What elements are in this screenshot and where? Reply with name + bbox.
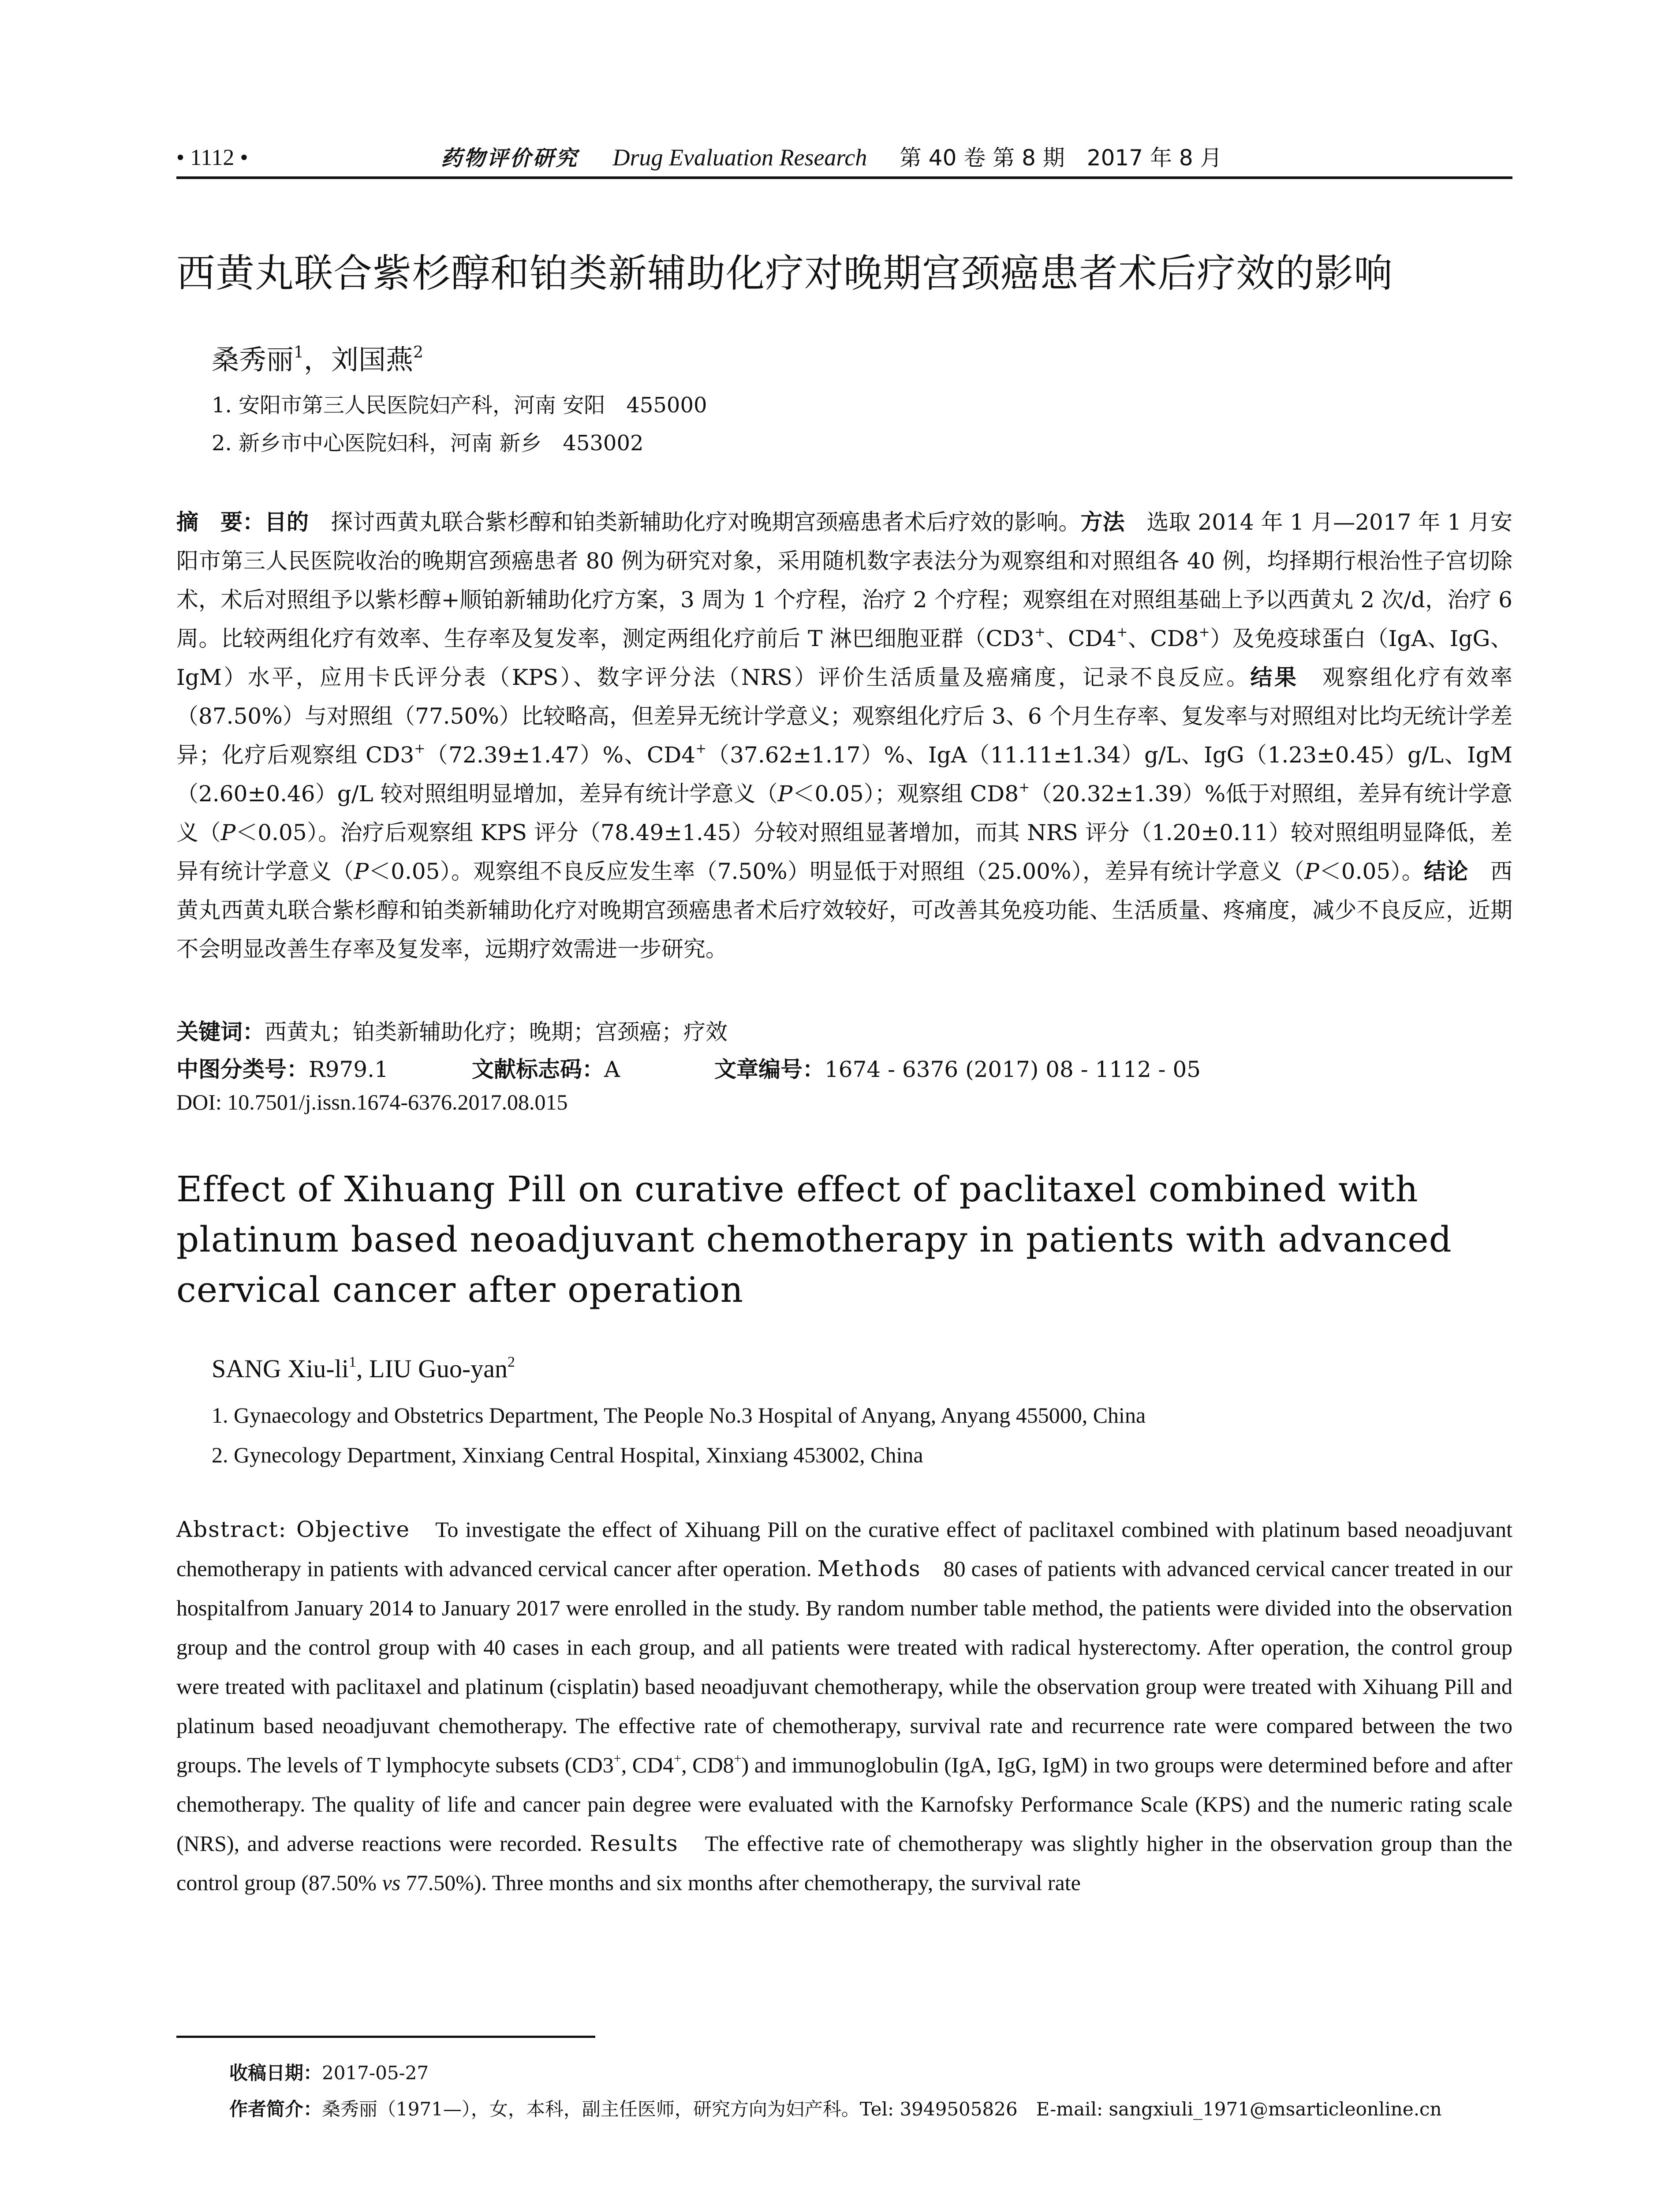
en-methods-text: 80 cases of patients with advanced cervical cancer treated in our hospitalfrom January 2014 to January 2017 were enrolled in the study. By random number table method, the patients were divided into the observation group and the control group with 40 cases in each group, and all patients were treated with radical hysterectomy. After operation, the control group were treated with paclitaxel and platinum (cisplatin) based neoadjuvant chemotherapy, while the observation group were treated with Xihuang Pill and platinum based neoadjuvant chemotherapy. The effective rate of chemotherapy, survival rate and recurrence rate were compared between the two groups. The levels of T lymphocyte subsets (CD3 (176, 1556, 1513, 1777)
cn-affiliation-1: 1. 安阳市第三人民医院妇产科，河南 安阳 455000 (212, 393, 707, 418)
cn-methods-text: ）及免疫球蛋白（IgA、IgG、IgM）水平，应用卡氏评分表（KPS）、数字评分法（NRS）评价生活质量及癌痛度，记录不良反应。 (176, 626, 1512, 690)
cn-author-sep: ， (303, 344, 331, 376)
cn-methods-label: 方法 (1080, 509, 1125, 535)
superscript-plus: + (674, 1751, 682, 1766)
superscript-plus: + (414, 741, 426, 756)
journal-name-cn: 药物评价研究 (441, 146, 579, 171)
doc-code-label: 文献标志码： (472, 1057, 604, 1082)
cn-author-2: 刘国燕 (331, 344, 413, 376)
cn-results-text: ＜0.05）；观察组 CD8 (792, 781, 1019, 807)
author-info-text: 桑秀丽（1971—），女，本科，副主任医师，研究方向为妇产科。Tel: 3949505826 E-mail: sangxiuli_1971@msarticleonline.cn (322, 2098, 1442, 2120)
header-rule (176, 176, 1512, 179)
cn-methods-text: 、CD4 (1045, 626, 1117, 651)
cn-author-1: 桑秀丽 (212, 344, 294, 376)
en-author-sep: , (356, 1354, 369, 1383)
received-date: 2017-05-27 (322, 2062, 429, 2084)
en-authors (212, 1354, 515, 1383)
p-value-symbol: P (220, 820, 236, 845)
author-info-label: 作者简介： (229, 2098, 322, 2120)
en-author-1-sup: 1 (348, 1354, 356, 1370)
en-methods-text: , CD4 (621, 1753, 674, 1777)
vs-italic: vs (382, 1870, 401, 1895)
en-abstract (176, 1510, 1512, 1902)
cn-objective-text: 探讨西黄丸联合紫杉醇和铂类新辅助化疗对晚期宫颈癌患者术后疗效的影响。 (309, 509, 1081, 535)
p-value-symbol: P (777, 781, 793, 807)
en-methods-label: Methods (817, 1556, 921, 1581)
article-no-value: 1674 - 6376 (2017) 08 - 1112 - 05 (825, 1057, 1201, 1082)
superscript-plus: + (1034, 624, 1045, 640)
cn-conclusion-text: 西黄丸西黄丸联合紫杉醇和铂类新辅助化疗对晚期宫颈癌患者术后疗效较好，可改善其免疫功能、生活质量、疼痛度，减少不良反应，近期不会明显改善生存率及复发率，远期疗效需进一步研究。 (176, 859, 1513, 962)
footnote-received (229, 2059, 429, 2085)
cn-results-label: 结果 (1250, 665, 1299, 690)
superscript-plus: + (1019, 780, 1030, 795)
en-title: Effect of Xihuang Pill on curative effect of paclitaxel combined with platinum based neoadjuvant chemotherapy in patients with advanced cervical cancer after operation (176, 1169, 1452, 1310)
footnote-rule (176, 2036, 595, 2038)
received-label: 收稿日期： (229, 2062, 322, 2084)
keywords-text: 西黄丸；铂类新辅助化疗；晚期；宫颈癌；疗效 (265, 1019, 728, 1045)
journal-name-en: Drug Evaluation Research (612, 144, 867, 171)
cn-authors (212, 338, 423, 377)
doi[interactable]: DOI: 10.7501/j.issn.1674-6376.2017.08.015 (176, 1090, 568, 1114)
superscript-plus: + (695, 741, 707, 756)
article-no-label: 文章编号： (714, 1057, 825, 1082)
cn-author-2-sup: 2 (413, 344, 423, 362)
clc-label: 中图分类号： (176, 1057, 309, 1082)
cn-methods-text: 选取 2014 年 1 月—2017 年 1 月安阳市第三人民医院收治的晚期宫颈癌患者 80 例为研究对象，采用随机数字表法分为观察组和对照组各 40 例，均择期行根治性子宫切除术，术后对照组予以紫杉醇+顺铂新辅助化疗方案，3 周为 1 个疗程，治疗 2 个疗程；观察组在对照组基础上予以西黄丸 2 次/d，治疗 6 周。比较两组化疗有效率、生存率及复发率，测定两组化疗前后 T 淋巴细胞亚群（CD3 (176, 509, 1513, 651)
cn-abstract-label: 摘 要： (176, 509, 265, 535)
en-affiliation-2: 2. Gynecology Department, Xinxiang Central Hospital, Xinxiang 453002, China (212, 1443, 923, 1467)
cn-results-text: （72.39±1.47）%、CD4 (425, 742, 696, 768)
running-header (176, 140, 1512, 176)
superscript-plus: + (613, 1751, 621, 1766)
cn-results-text: 观察组化疗有效率（87.50%）与对照组（77.50%）比较略高，但差异无统计学意义；观察组化疗后 3、6 个月生存率、复发率与对照组对比均无统计学差异；化疗后观察组 CD3 (176, 665, 1512, 768)
cn-results-text: ＜0.05）。 (1319, 859, 1424, 884)
en-objective-text: To investigate the effect of Xihuang Pill on the curative effect of paclitaxel combined with platinum based neoadjuvant chemotherapy in patients with advanced cervical cancer after operation. (176, 1517, 1512, 1581)
page-number: • 1112 • (176, 145, 248, 170)
cn-keywords (176, 1014, 1512, 1046)
classification-row (176, 1052, 1512, 1084)
cn-title: 西黄丸联合紫杉醇和铂类新辅助化疗对晚期宫颈癌患者术后疗效的影响 (176, 250, 1393, 296)
en-results-text: The effective rate of chemotherapy was slightly higher in the observation group than the control group (87.50% (176, 1831, 1512, 1895)
journal-info (441, 140, 1512, 172)
en-objective-label: Abstract: Objective (176, 1517, 411, 1542)
clc-item (176, 1057, 388, 1082)
doc-code-item (472, 1052, 620, 1084)
en-affiliation-1: 1. Gynaecology and Obstetrics Department, The People No.3 Hospital of Anyang, Anyang 455000, China (212, 1403, 1146, 1428)
doc-code-value: A (604, 1057, 620, 1082)
journal-issue: 第 40 卷 第 8 期 2017 年 8 月 (899, 145, 1222, 171)
cn-results-text: （20.32±1.39）%低于对照组，差异有统计学意义（ (176, 781, 1512, 845)
cn-author-1-sup: 1 (294, 344, 304, 362)
cn-results-text: ＜0.05）。治疗后观察组 KPS 评分（78.49±1.45）分较对照组显著增加，而其 NRS 评分（1.20±0.11）较对照组明显降低，差异有统计学意义（ (176, 820, 1512, 884)
en-results-label: Results (590, 1831, 679, 1856)
cn-affiliation-2: 2. 新乡市中心医院妇科，河南 新乡 453002 (212, 431, 644, 456)
p-value-symbol: P (1304, 859, 1319, 884)
footnote-author-info (229, 2095, 1442, 2121)
superscript-plus: + (1116, 624, 1128, 640)
superscript-plus: + (1198, 624, 1210, 640)
en-author-2: LIU Guo-yan (369, 1354, 508, 1383)
clc-value: R979.1 (309, 1057, 388, 1082)
cn-results-text: （37.62±1.17）%、IgA（11.11±1.34）g/L、IgG（1.23±0.45）g/L、IgM（2.60±0.46）g/L 较对照组明显增加，差异有统计学意义（ (176, 742, 1512, 807)
en-results-text: 77.50%). Three months and six months after chemotherapy, the survival rate (400, 1870, 1081, 1895)
p-value-symbol: P (354, 859, 369, 884)
en-author-1: SANG Xiu-li (212, 1354, 349, 1383)
cn-objective-label: 目的 (265, 509, 309, 535)
en-author-2-sup: 2 (508, 1354, 515, 1370)
cn-results-text: ＜0.05）。观察组不良反应发生率（7.50%）明显低于对照组（25.00%），差异有统计学意义（ (369, 859, 1305, 884)
en-methods-text: , CD8 (681, 1753, 734, 1777)
superscript-plus: + (734, 1751, 742, 1766)
keywords-label: 关键词： (176, 1019, 265, 1045)
en-methods-text: ) and immunoglobulin (IgA, IgG, IgM) in two groups were determined before and after chemotherapy. The quality of life and cancer pain degree were evaluated with the Karnofsky Performance Scale (KPS) and the numeric rating scale (NRS), and adverse reactions were recorded. (176, 1753, 1513, 1856)
cn-methods-text: 、CD8 (1127, 626, 1199, 651)
cn-conclusion-label: 结论 (1424, 859, 1468, 884)
article-no-item (714, 1052, 1201, 1084)
cn-abstract (176, 503, 1512, 968)
